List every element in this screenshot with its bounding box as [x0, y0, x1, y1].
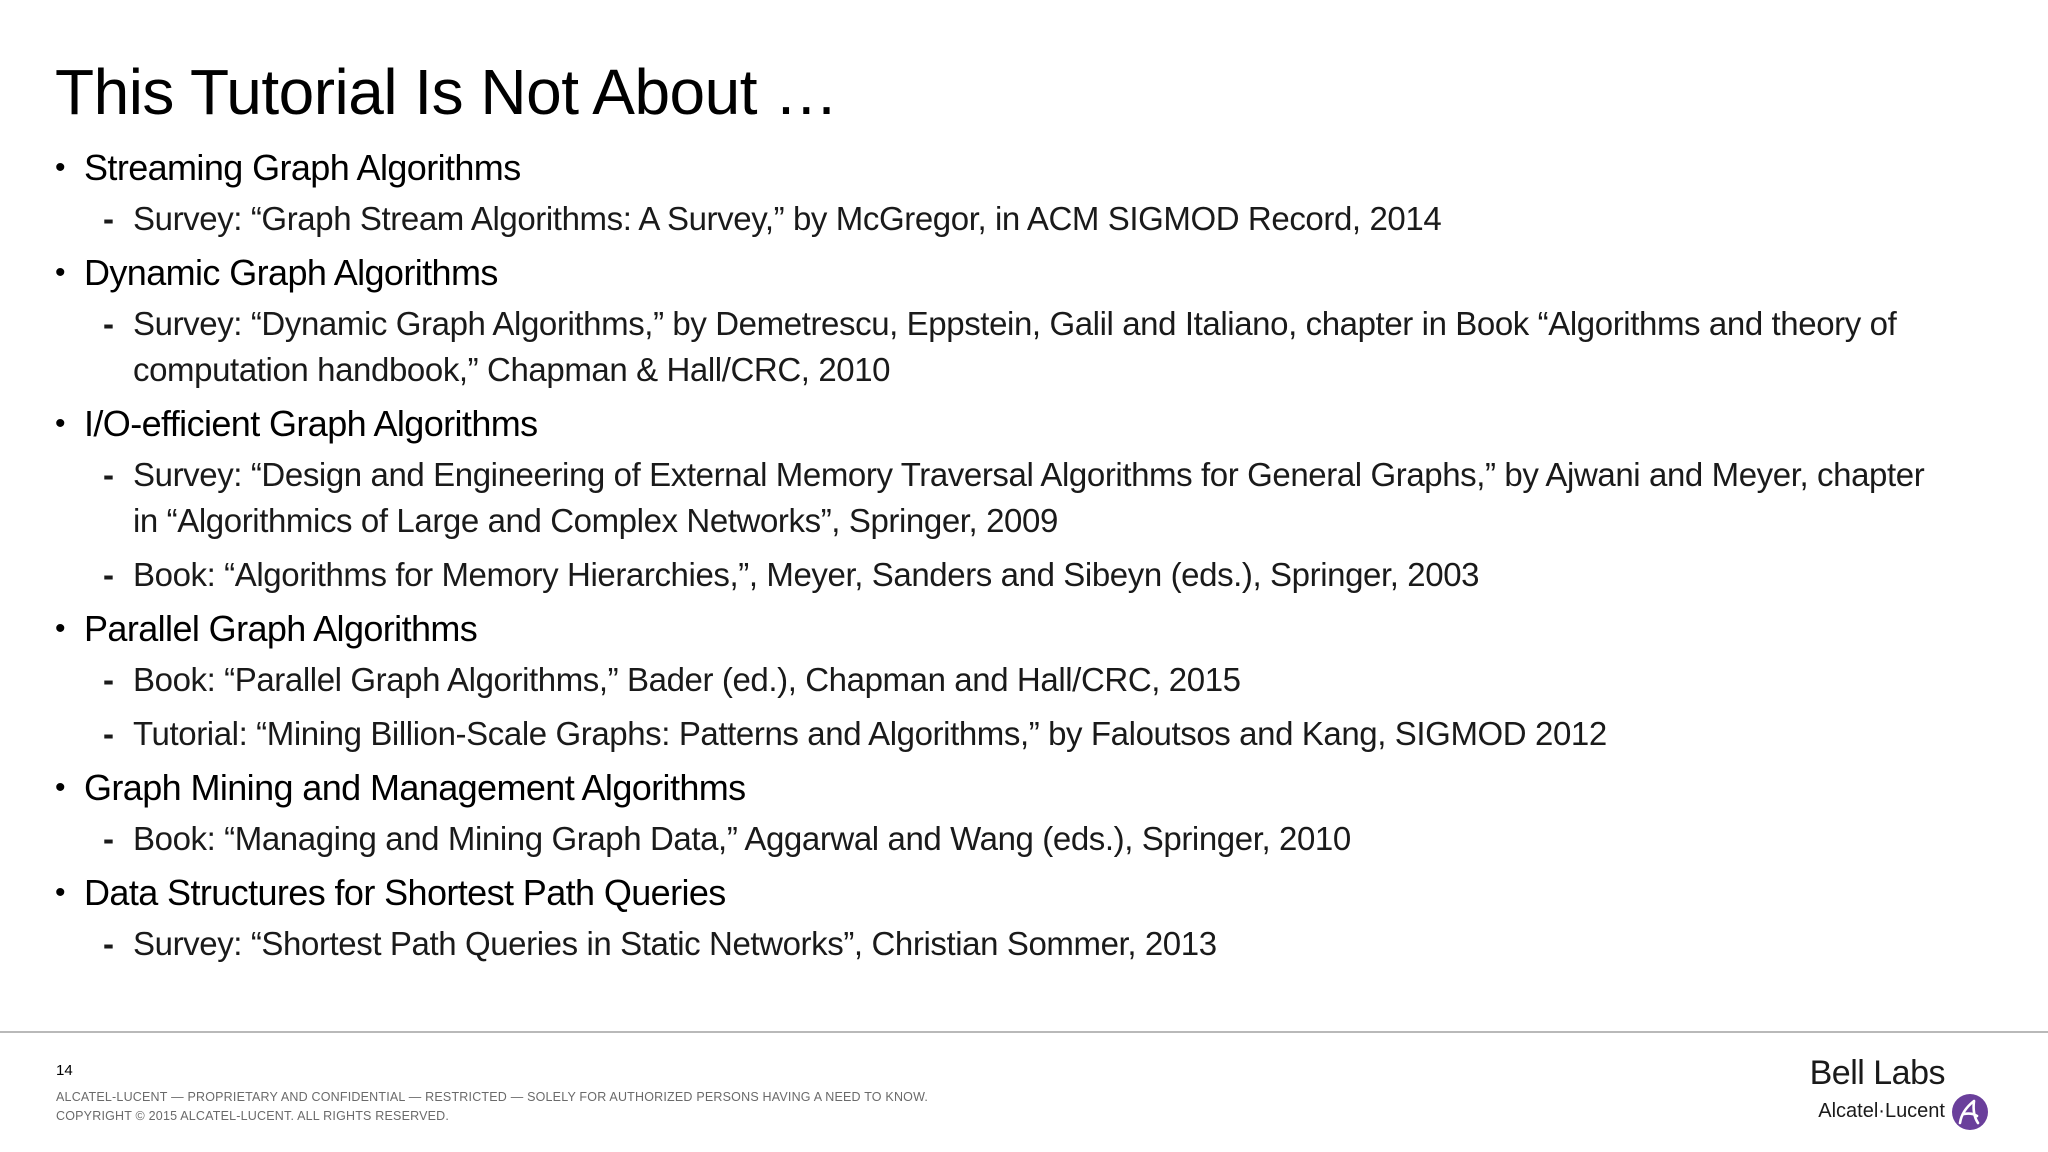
sub-bullet-line: in “Algorithmics of Large and Complex Networks”, Springer, 2009 — [133, 502, 1058, 539]
sub-bullet-item — [55, 552, 2005, 598]
alcatel-lucent-brand: Alcatel·Lucent — [1818, 1100, 1945, 1122]
bullet-list — [55, 145, 2005, 975]
sub-bullet-marker: - — [103, 715, 114, 752]
sub-bullet-marker: - — [103, 556, 114, 593]
sub-bullet-marker: - — [103, 456, 114, 493]
sub-bullet-line: Tutorial: “Mining Billion-Scale Graphs: Patterns and Algorithms,” by Faloutsos and Kang, SIGMOD 2012 — [133, 715, 1607, 752]
bullet-item — [55, 250, 2005, 296]
bullet-marker: • — [55, 612, 65, 645]
footer-divider — [0, 1031, 2048, 1033]
sub-bullet-line: Survey: “Graph Stream Algorithms: A Survey,” by McGregor, in ACM SIGMOD Record, 2014 — [133, 200, 1442, 237]
sub-bullet-line: Book: “Algorithms for Memory Hierarchies,”, Meyer, Sanders and Sibeyn (eds.), Springer, 2003 — [133, 556, 1480, 593]
sub-bullet-line: Book: “Managing and Mining Graph Data,” Aggarwal and Wang (eds.), Springer, 2010 — [133, 820, 1351, 857]
bullet-item — [55, 765, 2005, 811]
bullet-label: Streaming Graph Algorithms — [84, 147, 521, 188]
sub-bullet-item — [55, 196, 2005, 242]
bullet-item — [55, 145, 2005, 191]
sub-bullet-item — [55, 452, 2005, 544]
sub-bullet-marker: - — [103, 305, 114, 342]
sub-bullet-item — [55, 921, 2005, 967]
sub-bullet-item — [55, 711, 2005, 757]
bullet-label: Data Structures for Shortest Path Queries — [84, 872, 726, 913]
bullet-marker: • — [55, 876, 65, 909]
bullet-item — [55, 870, 2005, 916]
sub-bullet-item — [55, 816, 2005, 862]
sub-bullet-marker: - — [103, 200, 114, 237]
sub-bullet-line: Survey: “Dynamic Graph Algorithms,” by Demetrescu, Eppstein, Galil and Italiano, chapter in Book “Algorithms and theory of — [133, 305, 1897, 342]
sub-bullet-line: Survey: “Shortest Path Queries in Static Networks”, Christian Sommer, 2013 — [133, 925, 1217, 962]
bullet-label: Dynamic Graph Algorithms — [84, 252, 498, 293]
bullet-marker: • — [55, 256, 65, 289]
bullet-label: I/O-efficient Graph Algorithms — [84, 403, 538, 444]
sub-bullet-marker: - — [103, 820, 114, 857]
bullet-label: Parallel Graph Algorithms — [84, 608, 478, 649]
slide-title: This Tutorial Is Not About … — [55, 56, 838, 128]
sub-bullet-marker: - — [103, 661, 114, 698]
sub-bullet-line: computation handbook,” Chapman & Hall/CRC, 2010 — [133, 351, 891, 388]
legal-line-2: COPYRIGHT © 2015 ALCATEL-LUCENT. ALL RIGHTS RESERVED. — [56, 1109, 450, 1123]
bullet-label: Graph Mining and Management Algorithms — [84, 767, 746, 808]
bullet-marker: • — [55, 151, 65, 184]
legal-notice — [56, 1088, 928, 1126]
bullet-marker: • — [55, 771, 65, 804]
sub-bullet-item — [55, 301, 2005, 393]
alcatel-lucent-logo-icon — [1950, 1092, 1990, 1132]
bullet-marker: • — [55, 407, 65, 440]
sub-bullet-line: Book: “Parallel Graph Algorithms,” Bader (ed.), Chapman and Hall/CRC, 2015 — [133, 661, 1241, 698]
sub-bullet-marker: - — [103, 925, 114, 962]
sub-bullet-line: Survey: “Design and Engineering of External Memory Traversal Algorithms for General Graphs,” by Ajwani and Meyer, chapter — [133, 456, 1925, 493]
legal-line-1: ALCATEL-LUCENT — PROPRIETARY AND CONFIDENTIAL — RESTRICTED — SOLELY FOR AUTHORIZED PERSONS HAVING A NEED TO KNOW. — [56, 1090, 929, 1104]
page-number: 14 — [56, 1062, 73, 1079]
bullet-item — [55, 606, 2005, 652]
bell-labs-wordmark: Bell Labs — [1809, 1054, 1945, 1092]
sub-bullet-item — [55, 657, 2005, 703]
bullet-item — [55, 401, 2005, 447]
